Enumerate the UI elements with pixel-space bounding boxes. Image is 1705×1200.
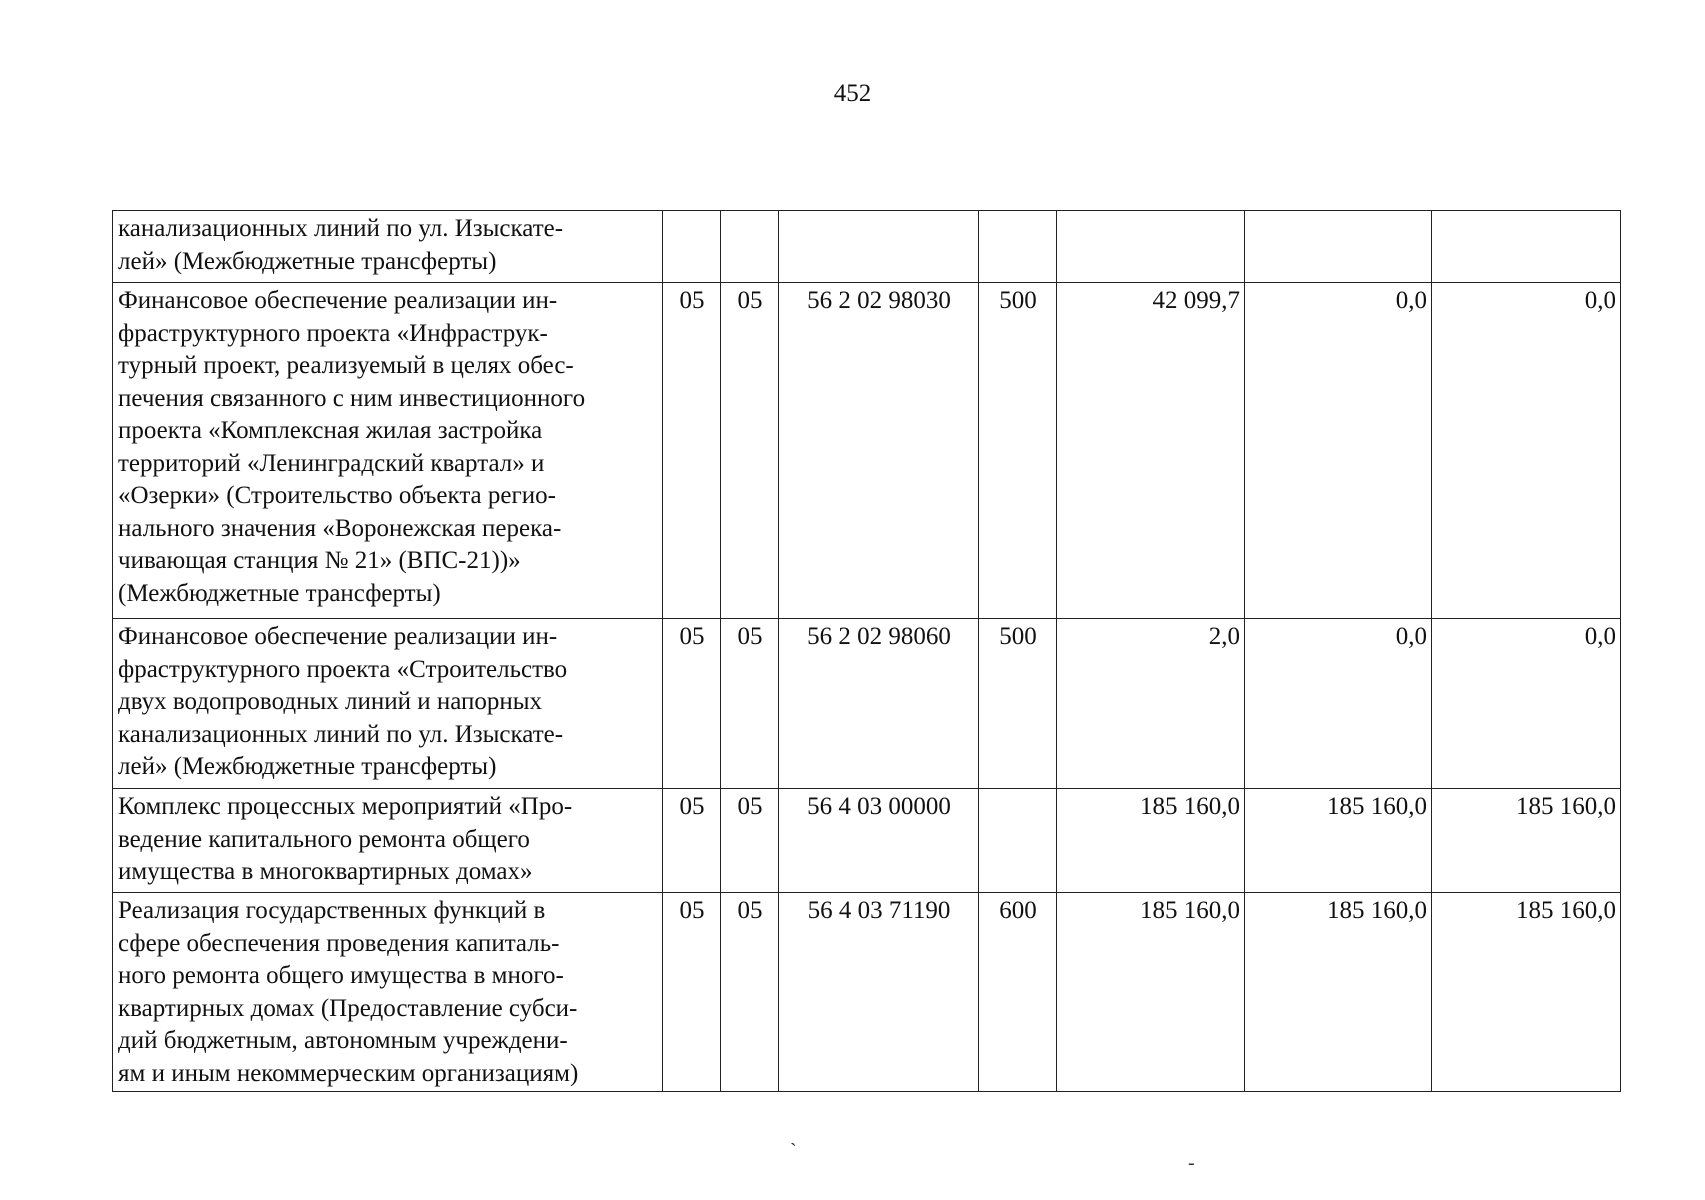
table-row xyxy=(113,789,1621,893)
sum-year3-cell xyxy=(1432,211,1621,283)
sum-year2-cell: 0,0 xyxy=(1245,283,1432,619)
podrazdel-cell: 05 xyxy=(721,619,779,789)
razdel-cell: 05 xyxy=(663,789,721,893)
target-article-cell: 56 2 02 98030 xyxy=(779,283,979,619)
item-name-line: ведение капитального ремонта общего xyxy=(118,825,530,853)
sum-year3-cell: 185 160,0 xyxy=(1432,789,1621,893)
scan-mark: - xyxy=(1188,1152,1195,1174)
item-name-line: ям и иным некоммерческим организациям) xyxy=(118,1059,579,1087)
sum-year3-cell: 185 160,0 xyxy=(1432,893,1621,1092)
item-name-line: Реализация государственных функций в xyxy=(118,897,546,924)
expense-type-cell: 600 xyxy=(979,893,1057,1092)
item-name-line: печения связанного с ним инвестиционного xyxy=(118,384,586,412)
item-name-line: фраструктурного проекта «Строительство xyxy=(118,655,568,683)
expense-type-cell: 500 xyxy=(979,619,1057,789)
item-name-line: Комплекс процессных мероприятий «Про- xyxy=(118,793,573,820)
target-article-cell: 56 4 03 00000 xyxy=(779,789,979,893)
item-name-line: турный проект, реализуемый в целях обес- xyxy=(118,352,574,379)
sum-year2-cell: 0,0 xyxy=(1245,619,1432,789)
sum-year3-cell: 0,0 xyxy=(1432,283,1621,619)
item-name-cell xyxy=(113,211,663,283)
expense-type-cell xyxy=(979,789,1057,893)
podrazdel-cell xyxy=(721,211,779,283)
item-name-line: дий бюджетным, автономным учреждени- xyxy=(118,1027,568,1054)
item-name-cell xyxy=(113,619,663,789)
target-article-cell: 56 4 03 71190 xyxy=(779,893,979,1092)
table-row xyxy=(113,211,1621,283)
table-row xyxy=(113,893,1621,1092)
budget-table xyxy=(112,210,1621,1092)
table-body xyxy=(113,211,1621,1092)
item-name-cell xyxy=(113,283,663,619)
item-name-line: (Межбюджетные трансферты) xyxy=(118,579,441,607)
razdel-cell: 05 xyxy=(663,283,721,619)
table-row xyxy=(113,283,1621,619)
sum-year1-cell: 185 160,0 xyxy=(1057,893,1245,1092)
sum-year3-cell: 0,0 xyxy=(1432,619,1621,789)
item-name-cell xyxy=(113,893,663,1092)
item-name-line: ного ремонта общего имущества в много- xyxy=(118,962,564,989)
item-name-line: квартирных домах (Предоставление субси- xyxy=(118,994,578,1022)
item-name-line: «Озерки» (Строительство объекта регио- xyxy=(118,482,556,509)
item-name-line: нального значения «Воронежская перека- xyxy=(118,514,562,542)
item-name-line: проекта «Комплексная жилая застройка xyxy=(118,417,543,444)
item-name-line: Финансовое обеспечение реализации ин- xyxy=(118,623,558,650)
expense-type-cell xyxy=(979,211,1057,283)
item-name-line: лей» (Межбюджетные трансферты) xyxy=(118,247,497,275)
item-name-line: имущества в многоквартирных домах» xyxy=(118,858,533,885)
sum-year1-cell: 185 160,0 xyxy=(1057,789,1245,893)
sum-year1-cell xyxy=(1057,211,1245,283)
item-name-line: двух водопроводных линий и напорных xyxy=(118,688,543,715)
sum-year2-cell: 185 160,0 xyxy=(1245,789,1432,893)
razdel-cell: 05 xyxy=(663,893,721,1092)
podrazdel-cell: 05 xyxy=(721,283,779,619)
sum-year1-cell: 42 099,7 xyxy=(1057,283,1245,619)
item-name-line: лей» (Межбюджетные трансферты) xyxy=(118,753,497,780)
target-article-cell xyxy=(779,211,979,283)
expense-type-cell: 500 xyxy=(979,283,1057,619)
razdel-cell xyxy=(663,211,721,283)
target-article-cell: 56 2 02 98060 xyxy=(779,619,979,789)
item-name-line: территорий «Ленинградский квартал» и xyxy=(118,449,545,477)
sum-year1-cell: 2,0 xyxy=(1057,619,1245,789)
table-row xyxy=(113,619,1621,789)
item-name-line: Финансовое обеспечение реализации ин- xyxy=(118,287,558,314)
item-name-line: канализационных линий по ул. Изыскате- xyxy=(118,720,564,748)
scan-mark: ` xyxy=(790,1140,797,1162)
podrazdel-cell: 05 xyxy=(721,893,779,1092)
item-name-cell xyxy=(113,789,663,893)
item-name-line: сфере обеспечения проведения капиталь- xyxy=(118,929,560,957)
item-name-line: чивающая станция № 21» (ВПС-21))» xyxy=(118,547,521,574)
item-name-line: фраструктурного проекта «Инфраструк- xyxy=(118,319,548,347)
podrazdel-cell: 05 xyxy=(721,789,779,893)
item-name-line: канализационных линий по ул. Изыскате- xyxy=(118,215,564,242)
sum-year2-cell: 185 160,0 xyxy=(1245,893,1432,1092)
page-number: 452 xyxy=(833,80,872,107)
razdel-cell: 05 xyxy=(663,619,721,789)
sum-year2-cell xyxy=(1245,211,1432,283)
